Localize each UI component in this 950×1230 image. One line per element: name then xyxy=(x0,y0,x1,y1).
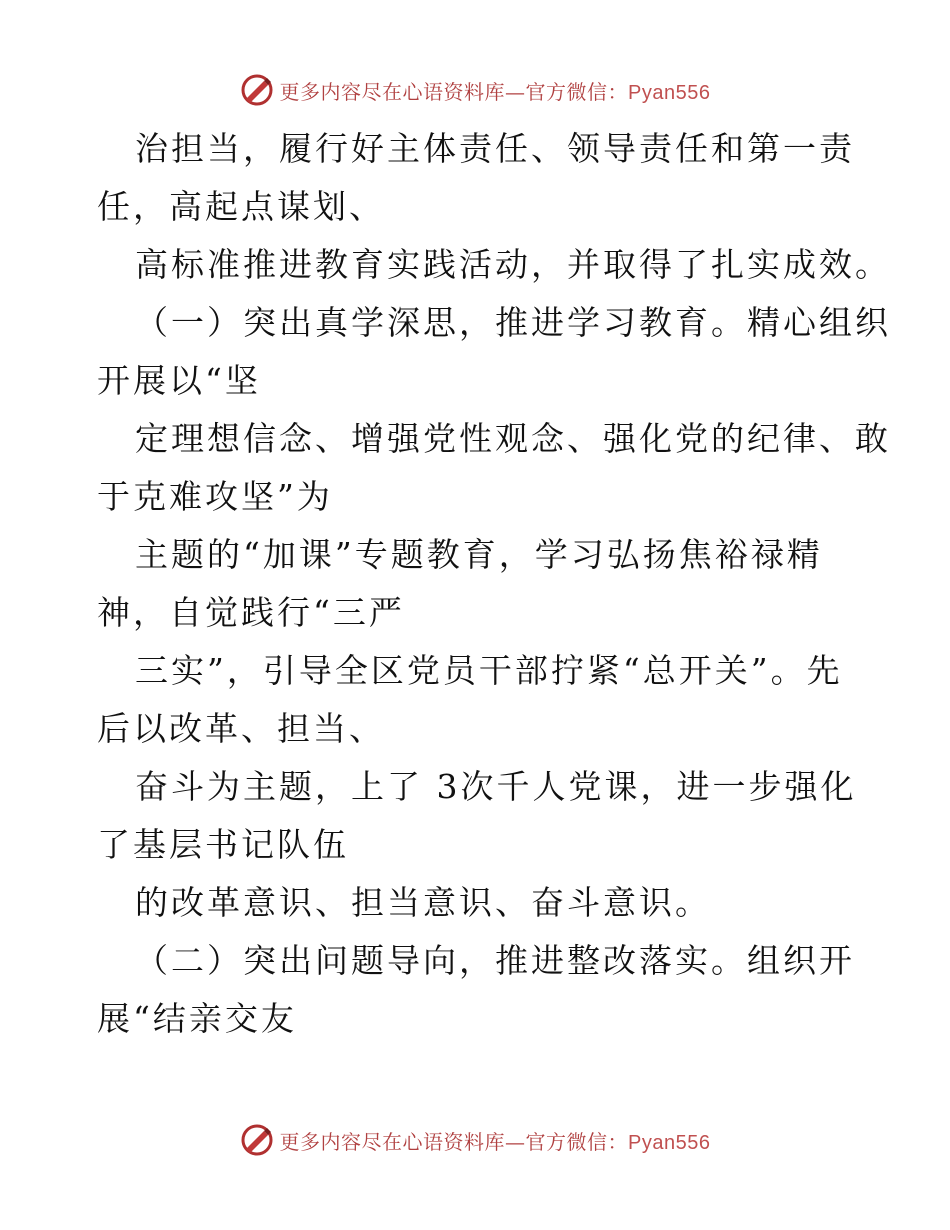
footer-watermark xyxy=(0,1120,950,1160)
pen-logo-icon xyxy=(240,73,274,107)
pen-logo-icon xyxy=(240,1123,274,1157)
text-line: 展“结亲交友 xyxy=(97,999,297,1038)
header-watermark xyxy=(0,70,950,110)
watermark-text: 更多内容尽在心语资料库—官方微信：Pyan556 xyxy=(279,1129,711,1154)
text-line: 了基层书记队伍 xyxy=(97,825,349,864)
text-line: 于克难攻坚”为 xyxy=(97,477,333,516)
document-body xyxy=(97,120,891,1048)
text-line: 治担当，履行好主体责任、领导责任和第一责 xyxy=(135,129,855,168)
text-line: 奋斗为主题，上了 3次千人党课，进一步强化 xyxy=(135,767,857,806)
text-line: （一）突出真学深思，推进学习教育。精心组织 xyxy=(135,303,891,342)
text-line: 三实”，引导全区党员干部拧紧“总开关”。先 xyxy=(135,651,843,690)
text-line: 任，高起点谋划、 xyxy=(97,187,385,226)
text-line: 定理想信念、增强党性观念、强化党的纪律、敢 xyxy=(135,419,891,458)
text-line: 后以改革、担当、 xyxy=(97,709,385,748)
text-line: 开展以“坚 xyxy=(97,361,261,400)
text-line: 高标准推进教育实践活动，并取得了扎实成效。 xyxy=(135,245,891,284)
text-line: 神，自觉践行“三严 xyxy=(97,593,405,632)
watermark-text: 更多内容尽在心语资料库—官方微信：Pyan556 xyxy=(279,79,711,104)
text-line: （二）突出问题导向，推进整改落实。组织开 xyxy=(135,941,855,980)
text-line: 的改革意识、担当意识、奋斗意识。 xyxy=(135,883,711,922)
text-line: 主题的“加课”专题教育，学习弘扬焦裕禄精 xyxy=(135,535,823,574)
